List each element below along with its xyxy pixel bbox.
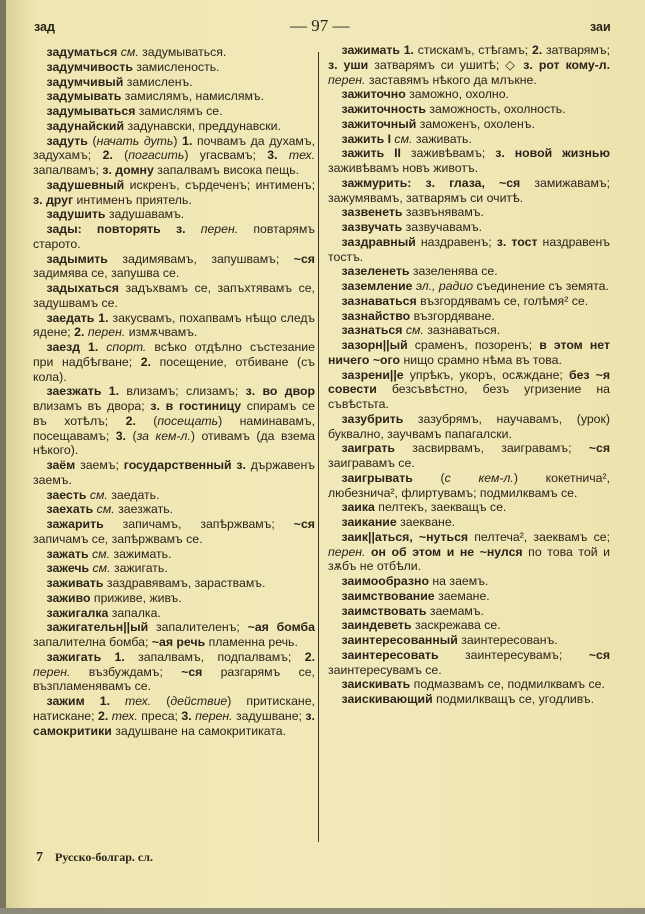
headword-text: в этом нет ничего ~ого — [328, 338, 610, 367]
headword-text: зазорн||ый — [341, 338, 415, 352]
translation-text: всѣко отдѣлно състезание при надбѣгване; — [33, 340, 315, 369]
headword-text: з. домну — [102, 163, 158, 177]
label-text: см. — [96, 502, 119, 517]
headword-text: зазубрить — [341, 411, 418, 426]
headword-text: зажиточно — [341, 87, 410, 102]
label-text: погасить — [128, 148, 185, 163]
translation-text: задумываться. — [142, 45, 227, 59]
headword-text: 2. — [531, 43, 546, 57]
translation-text: зазеленява се. — [412, 264, 498, 279]
label-text: эл., радио — [415, 279, 477, 293]
dictionary-entry — [33, 620, 315, 650]
label-text: перен. — [328, 544, 372, 559]
headword-text: зазнайство — [341, 308, 414, 323]
dictionary-entry — [328, 309, 610, 324]
headword-text: зазвучать — [341, 220, 406, 234]
translation-text: ( — [153, 413, 158, 428]
right-column — [328, 43, 610, 707]
dictionary-entry — [328, 574, 610, 589]
dictionary-entry — [328, 205, 610, 220]
headword-text: задумчивость — [46, 59, 137, 74]
translation-text: заемамъ. — [429, 603, 484, 618]
headword-text: заискивающий — [341, 692, 437, 706]
dictionary-entry — [328, 87, 610, 102]
dictionary-entry — [33, 222, 315, 252]
headword-text: зазвенеть — [341, 205, 406, 220]
translation-text: ) притискане, натискане; — [33, 694, 315, 723]
dictionary-entry — [328, 279, 610, 294]
label-text: см. — [405, 323, 428, 338]
headword-text: з. рот кому-л. — [523, 57, 611, 72]
translation-text: пелтекъ, заекващъ се. — [378, 500, 507, 515]
translation-text: ) — [173, 133, 183, 148]
label-text: см. — [92, 561, 114, 576]
translation-text: зазвънявамъ. — [405, 205, 484, 220]
headword-text: задумываться — [46, 104, 139, 118]
label-text: начать дуть — [96, 133, 174, 148]
translation-text: почвамъ да духамъ, задухамъ; — [33, 133, 315, 163]
translation-text: заинтересованъ. — [461, 633, 558, 647]
translation-text: заможенъ, охоленъ. — [419, 116, 535, 131]
translation-text: ( — [440, 470, 445, 485]
label-text: перен. — [200, 222, 254, 236]
translation-text: заекване. — [400, 515, 456, 529]
headword-text: заздравный — [341, 234, 421, 249]
left-column — [33, 45, 315, 738]
headword-text: 2. — [74, 325, 88, 340]
translation-text: възгордяване. — [413, 308, 495, 323]
headword-text: заесть — [46, 487, 90, 502]
headword-text: ~ся — [293, 251, 315, 266]
translation-text: ) наминавамъ, посещавамъ; — [33, 413, 315, 443]
dictionary-entry — [33, 576, 315, 591]
headword-text: заезд 1. — [46, 340, 107, 354]
translation-text: задимявамъ, запушвамъ; — [122, 251, 294, 266]
translation-text: ( — [124, 148, 129, 163]
translation-text: зажигать. — [113, 561, 168, 576]
headword-text: зажиточный — [341, 116, 420, 131]
headword-text: ~ся — [588, 647, 610, 662]
dictionary-entry — [328, 530, 610, 574]
translation-text: замисленость. — [136, 59, 220, 74]
dictionary-entry — [328, 441, 610, 471]
headword-text: заживать — [46, 576, 107, 590]
dictionary-entry — [328, 368, 610, 412]
translation-text: заздравявамъ, зараствамъ. — [106, 576, 266, 590]
translation-text: затварямъ си ушитѣ; ◇ — [374, 57, 524, 72]
headword-text: заика — [341, 500, 379, 515]
headword-text: зажигательн||ый — [46, 620, 156, 635]
headword-text: задунайский — [46, 118, 128, 133]
headword-text: задушевный — [46, 177, 130, 192]
page-footer — [36, 850, 153, 866]
translation-text: преса; — [141, 708, 182, 723]
translation-text: спирамъ се въ хотѣлъ; — [33, 399, 316, 428]
translation-text: заживѣвамъ; — [410, 146, 496, 161]
book-title: Русско-болгар. сл. — [55, 850, 153, 864]
translation-text: задунавски, преддунавски. — [127, 118, 281, 133]
dictionary-entry — [33, 517, 315, 547]
headword-text: 3. — [267, 148, 289, 163]
translation-text: заживать. — [415, 131, 472, 146]
dictionary-entry — [33, 89, 315, 104]
headword-text: зазнаваться — [341, 293, 421, 308]
translation-text: заставямъ нѣкого да млъкне. — [368, 72, 537, 87]
translation-text: зазубрямъ, научавамъ, (урок) буквално, заучвамъ папагалски. — [328, 411, 610, 441]
dictionary-entry — [33, 252, 315, 282]
translation-text: задушавамъ. — [108, 207, 185, 222]
headword-text: зажиточность — [341, 102, 430, 116]
headword-text: зажимать 1. — [341, 43, 418, 57]
translation-text: съединение съ земята. — [476, 279, 609, 293]
headword-text: зажим 1. — [46, 694, 126, 708]
translation-text: влизамъ; слизамъ; — [126, 384, 246, 399]
translation-text: запалвамъ, подпалвамъ; — [138, 649, 305, 664]
headword-text: задымить — [46, 251, 123, 266]
headword-text: задыхаться — [46, 281, 126, 295]
translation-text: зазнаваться. — [427, 323, 501, 338]
translation-text: безсъвѣстно, безъ угризение на съвѣстьта. — [328, 382, 610, 411]
label-text: перен. — [33, 664, 89, 679]
dictionary-entry — [328, 132, 610, 147]
dictionary-entry — [328, 515, 610, 530]
dictionary-entry — [33, 561, 315, 576]
headword-text: ~ся — [588, 441, 610, 456]
translation-text: зажимать. — [113, 546, 172, 561]
translation-text: посещение, отбиване (съ кола). — [33, 354, 315, 384]
translation-text: ) отивамъ (да взема нѣкого). — [33, 428, 315, 458]
headword-text: ~ся — [293, 517, 315, 531]
headword-text: з. уши — [328, 57, 375, 72]
headword-text: заиграть — [341, 441, 413, 456]
sheet-number: 7 — [36, 850, 43, 865]
label-text: действие — [170, 694, 228, 708]
headword-text: зажать — [46, 546, 93, 561]
translation-text: задушване на самокритиката. — [115, 723, 287, 738]
dictionary-entry — [328, 604, 610, 619]
headword-text: 2. — [125, 413, 154, 428]
translation-text: наздравенъ тостъ. — [328, 234, 610, 264]
dictionary-entry — [328, 43, 610, 87]
translation-text: заможность, охолность. — [429, 102, 566, 116]
dictionary-entry — [33, 488, 315, 503]
dictionary-entry — [33, 119, 315, 134]
translation-text: наздравенъ; — [420, 234, 497, 249]
translation-text: задъхвамъ се, запъхтявамъ се, задушвамъ се. — [33, 281, 315, 310]
dictionary-entry — [33, 207, 315, 222]
dictionary-entry — [328, 692, 610, 707]
dictionary-entry — [328, 117, 610, 132]
dictionary-entry — [33, 60, 315, 75]
translation-text: заскрежава се. — [415, 618, 501, 633]
headword-text: ~ая бомба — [247, 620, 315, 635]
translation-text: заигравамъ се. — [328, 456, 415, 470]
translation-text: закусвамъ, похапвамъ нѣщо следъ ядене; — [33, 310, 315, 340]
dictionary-entry — [328, 146, 610, 176]
translation-text: замижавамъ; зажумявамъ, затварямъ си очитѣ. — [328, 175, 610, 205]
translation-text: задимява се, запушва се. — [33, 266, 180, 281]
headword-text: зажигать 1. — [46, 649, 139, 664]
headword-text: государственный з. — [123, 458, 251, 472]
headword-text: зажечь — [46, 561, 93, 576]
label-text: за кем-л. — [136, 428, 191, 443]
dictionary-page — [6, 0, 645, 908]
dictionary-entry — [33, 384, 315, 458]
headword-text: 3. — [181, 708, 196, 723]
dictionary-entry — [33, 45, 315, 60]
translation-text: заживѣвамъ новъ животъ. — [328, 161, 479, 175]
headword-text: заедать 1. — [46, 310, 113, 325]
headword-text: заезжать 1. — [46, 384, 127, 399]
headword-text: заземление — [341, 279, 416, 293]
label-text: спорт. — [106, 340, 155, 354]
translation-text: стискамъ, стѣгамъ; — [417, 43, 532, 57]
dictionary-entry — [33, 606, 315, 621]
headword-text: ~ся — [181, 664, 221, 679]
headword-text: зазеленеть — [341, 264, 413, 279]
dictionary-entry — [328, 618, 610, 633]
translation-text: замислямъ се. — [138, 104, 223, 118]
dictionary-entry — [33, 281, 315, 311]
translation-text: ) кокетнича², любезнича², флиртувамъ; подмилквамъ се. — [328, 470, 611, 500]
left-guide-word: зад — [34, 20, 55, 34]
dictionary-entry — [33, 311, 315, 341]
headword-text: ~ая речь — [151, 635, 209, 649]
headword-text: задуть — [46, 133, 93, 148]
translation-text: запичамъ, запѣржвамъ; — [122, 517, 294, 531]
headword-text: 2. — [97, 708, 112, 723]
dictionary-entry — [33, 502, 315, 517]
translation-text: замислямъ, намислямъ. — [124, 89, 265, 104]
dictionary-entry — [328, 264, 610, 279]
headword-text: зажмурить: з. глаза, ~ся — [341, 175, 535, 190]
translation-text: подмилкващъ се, угодливъ. — [436, 692, 595, 706]
headword-text: задушить — [46, 207, 109, 222]
headword-text: заигрывать — [341, 470, 441, 485]
label-text: тех. — [288, 148, 315, 163]
headword-text: зазрени||е — [341, 367, 410, 382]
translation-text: приживе, живъ. — [93, 590, 182, 605]
dictionary-entry — [33, 650, 315, 694]
translation-text: запалителенъ; — [155, 620, 248, 635]
dictionary-entry — [33, 547, 315, 562]
headword-text: з. самокритики — [33, 708, 315, 738]
headword-text: заимообразно — [341, 574, 433, 588]
translation-text: сраменъ, позоренъ; — [414, 338, 540, 352]
headword-text: з. тост — [496, 234, 543, 249]
dictionary-entry — [328, 633, 610, 648]
translation-text: запалителна бомба; — [33, 635, 152, 649]
translation-text: разгарямъ се, възпламенявамъ се. — [33, 664, 315, 694]
headword-text: задумчивый — [46, 74, 127, 89]
headword-text: зады: повторять з. — [46, 222, 201, 236]
label-text: перен. — [328, 72, 369, 87]
label-text: перен. — [87, 325, 129, 340]
translation-text: заинтересувамъ; — [465, 647, 589, 662]
scan-edge — [0, 908, 645, 914]
headword-text: з. во двор — [245, 384, 315, 399]
dictionary-entry — [328, 338, 610, 368]
headword-text: заик||аться, ~нуться — [341, 529, 475, 544]
headword-text: заимствование — [341, 588, 439, 603]
dictionary-entry — [328, 294, 610, 309]
dictionary-entry — [328, 648, 610, 678]
translation-text: запичамъ се, запѣржвамъ се. — [33, 531, 203, 546]
headword-text: зажарить — [46, 517, 123, 531]
dictionary-entry — [328, 235, 610, 265]
translation-text: запалвамъ; — [33, 163, 103, 177]
dictionary-entry — [33, 591, 315, 606]
translation-text: ( — [166, 694, 171, 708]
dictionary-entry — [328, 500, 610, 515]
translation-text: пламенна речь. — [208, 635, 298, 649]
label-text: см. — [89, 487, 112, 502]
translation-text: заемане. — [438, 588, 490, 603]
translation-text: възбуждамъ; — [88, 664, 182, 679]
headword-text: з. в гостиницу — [150, 399, 247, 413]
headword-text: 2. — [140, 354, 160, 369]
translation-text: заемъ; — [80, 458, 124, 472]
headword-text: зажить II — [341, 146, 411, 161]
headword-text: зазнаться — [341, 323, 406, 338]
translation-text: пелтеча², заеквамъ се; — [474, 529, 610, 544]
translation-text: упрѣкъ, укоръ, осѫждане; — [409, 367, 569, 382]
headword-text: заикание — [341, 515, 401, 529]
right-guide-word: заи — [590, 20, 611, 34]
dictionary-entry — [328, 220, 610, 235]
dictionary-entry — [33, 104, 315, 119]
translation-text: подмазвамъ се, подмилквамъ се. — [413, 677, 605, 692]
label-text: тех. — [111, 708, 142, 723]
headword-text: задуматься — [46, 45, 121, 59]
page-number: — 97 — — [290, 16, 350, 35]
label-text: посещать — [157, 413, 219, 428]
translation-text: замисленъ. — [126, 74, 193, 89]
dictionary-entry — [328, 471, 610, 501]
headword-text: заимствовать — [341, 603, 430, 618]
dictionary-entry — [328, 677, 610, 692]
translation-text: влизамъ въ двора; — [33, 399, 151, 413]
headword-text: задумывать — [46, 89, 125, 104]
headword-text: 1. — [182, 133, 197, 148]
translation-text: възгордявамъ се, голѣмя² се. — [420, 293, 589, 308]
translation-text: ( — [92, 133, 97, 148]
dictionary-entry — [328, 176, 610, 206]
headword-text: 3. — [115, 428, 133, 443]
label-text: перен. — [195, 708, 237, 723]
dictionary-entry — [33, 75, 315, 90]
label-text: тех. — [125, 694, 167, 708]
headword-text: зажигалка — [46, 605, 112, 620]
translation-text: нищо срамно нѣма въ това. — [403, 352, 562, 367]
dictionary-entry — [33, 458, 315, 488]
translation-text: измѫчвамъ. — [128, 325, 198, 340]
translation-text: запалвамъ висока пещь. — [157, 163, 300, 177]
headword-text: 2. — [102, 148, 125, 163]
dictionary-entry — [33, 178, 315, 208]
headword-text: заём — [46, 458, 81, 472]
translation-text: ( — [132, 428, 137, 443]
label-text: с кем-л. — [444, 470, 514, 485]
column-divider — [318, 52, 319, 842]
translation-text: ) угасвамъ; — [184, 148, 268, 163]
translation-text: държавенъ заемъ. — [33, 458, 315, 487]
translation-text: интименъ приятель. — [76, 192, 192, 207]
dictionary-entry — [33, 694, 315, 738]
translation-text: по това той и зѫбъ не отбѣли. — [328, 544, 610, 574]
translation-text: заезжать. — [118, 502, 174, 517]
label-text: см. — [92, 546, 114, 561]
dictionary-entry — [328, 102, 610, 117]
label-text: см. — [120, 45, 143, 59]
translation-text: заинтересувамъ се. — [328, 662, 442, 677]
headword-text: з. друг — [33, 192, 77, 207]
headword-text: з. новой жизнью — [495, 146, 610, 161]
headword-text: заискивать — [341, 677, 414, 692]
translation-text: затварямъ; — [546, 43, 610, 57]
headword-text: заживо — [46, 590, 94, 605]
headword-text: без ~я совести — [328, 367, 611, 397]
translation-text: заможно, охолно. — [409, 87, 509, 102]
dictionary-entry — [328, 323, 610, 338]
headword-text: заехать — [46, 502, 97, 517]
headword-text: 2. — [304, 649, 315, 664]
headword-text: заиндеветь — [341, 618, 416, 633]
dictionary-entry — [33, 134, 315, 178]
label-text: см. — [394, 131, 416, 146]
translation-text: искренъ, сърдеченъ; интименъ; — [129, 177, 315, 192]
dictionary-entry — [328, 589, 610, 604]
translation-text: зазвучавамъ. — [405, 220, 483, 234]
headword-text: заинтересовать — [341, 647, 466, 662]
translation-text: заедать. — [111, 487, 160, 502]
translation-text: засвирвамъ, заигравамъ; — [412, 441, 589, 456]
translation-text: запалка. — [111, 605, 161, 620]
headword-text: он об этом и не ~нулся — [371, 544, 529, 559]
headword-text: зажить I — [341, 131, 395, 146]
headword-text: заинтересованный — [341, 633, 462, 647]
dictionary-entry — [33, 340, 315, 384]
translation-text: задушване; — [236, 708, 306, 723]
translation-text: повтарямъ старото. — [33, 222, 315, 251]
translation-text: на заемъ. — [432, 574, 489, 588]
dictionary-entry — [328, 412, 610, 442]
